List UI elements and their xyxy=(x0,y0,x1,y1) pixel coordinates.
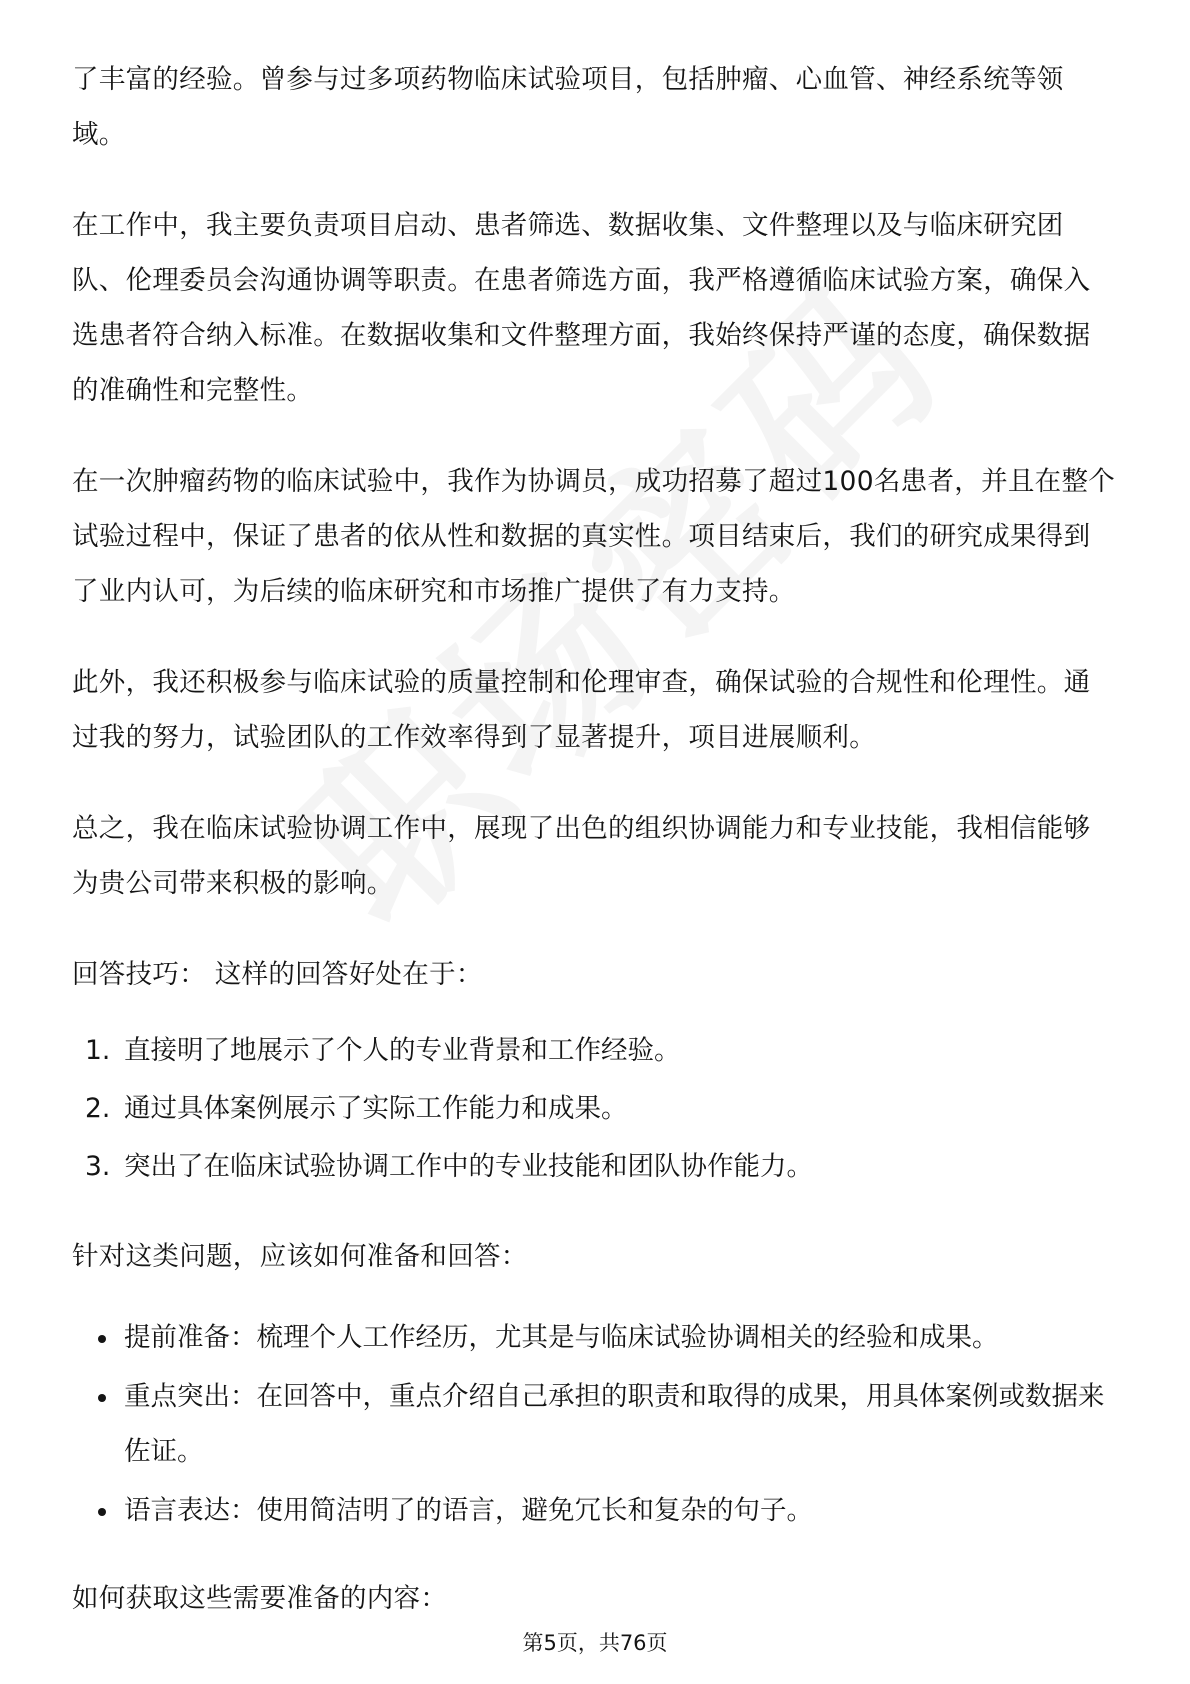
list-number: 3. xyxy=(85,1151,111,1182)
list-item xyxy=(72,1369,1116,1479)
numbered-list xyxy=(72,1022,1116,1196)
bullet-icon xyxy=(98,1508,106,1516)
list-item-text: 突出了在临床试验协调工作中的专业技能和团队协作能力。 xyxy=(124,1151,813,1182)
list-item xyxy=(72,1483,1116,1538)
list-item-text: 通过具体案例展示了实际工作能力和成果。 xyxy=(124,1093,628,1124)
list-number: 1. xyxy=(85,1035,111,1066)
paragraph-experience: 了丰富的经验。曾参与过多项药物临床试验项目，包括肿瘤、心血管、神经系统等领域。 xyxy=(72,64,1064,150)
list-item-text: 重点突出：在回答中，重点介绍自己承担的职责和取得的成果，用具体案例或数据来佐证。 xyxy=(124,1381,1105,1467)
list-item-text: 直接明了地展示了个人的专业背景和工作经验。 xyxy=(124,1035,681,1066)
list-item xyxy=(72,1080,1116,1138)
list-item xyxy=(72,1310,1116,1365)
bullet-icon xyxy=(98,1335,106,1343)
bullet-list xyxy=(72,1310,1116,1538)
list-number: 2. xyxy=(85,1093,111,1124)
list-item-text: 语言表达：使用简洁明了的语言，避免冗长和复杂的句子。 xyxy=(124,1495,813,1526)
paragraph-case-study: 在一次肿瘤药物的临床试验中，我作为协调员，成功招募了超过100名患者，并且在整个试验过程中，保证了患者的依从性和数据的真实性。项目结束后，我们的研究成果得到了业内认可，为后续的临床研究和市场推广提供了有力支持。 xyxy=(72,466,1116,607)
paragraph-quality-control: 此外，我还积极参与临床试验的质量控制和伦理审查，确保试验的合规性和伦理性。通过我的努力，试验团队的工作效率得到了显著提升，项目进展顺利。 xyxy=(72,667,1091,753)
answer-tips-heading: 回答技巧： 这样的回答好处在于： xyxy=(72,959,483,990)
paragraph-responsibilities: 在工作中，我主要负责项目启动、患者筛选、数据收集、文件整理以及与临床研究团队、伦理委员会沟通协调等职责。在患者筛选方面，我严格遵循临床试验方案，确保入选患者符合纳入标准。在数据收集和文件整理方面，我始终保持严谨的态度，确保数据的准确性和完整性。 xyxy=(72,210,1091,406)
last-heading: 如何获取这些需要准备的内容： xyxy=(72,1583,448,1614)
list-item-text: 提前准备：梳理个人工作经历，尤其是与临床试验协调相关的经验和成果。 xyxy=(124,1322,999,1353)
preparation-heading: 针对这类问题，应该如何准备和回答： xyxy=(72,1241,528,1272)
paragraph-summary: 总之，我在临床试验协调工作中，展现了出色的组织协调能力和专业技能，我相信能够为贵公司带来积极的影响。 xyxy=(72,813,1091,899)
list-item xyxy=(72,1022,1116,1080)
list-item xyxy=(72,1138,1116,1196)
bullet-icon xyxy=(98,1394,106,1402)
page-number-footer: 第5页，共76页 xyxy=(522,1631,668,1655)
page-content xyxy=(72,52,1116,1626)
